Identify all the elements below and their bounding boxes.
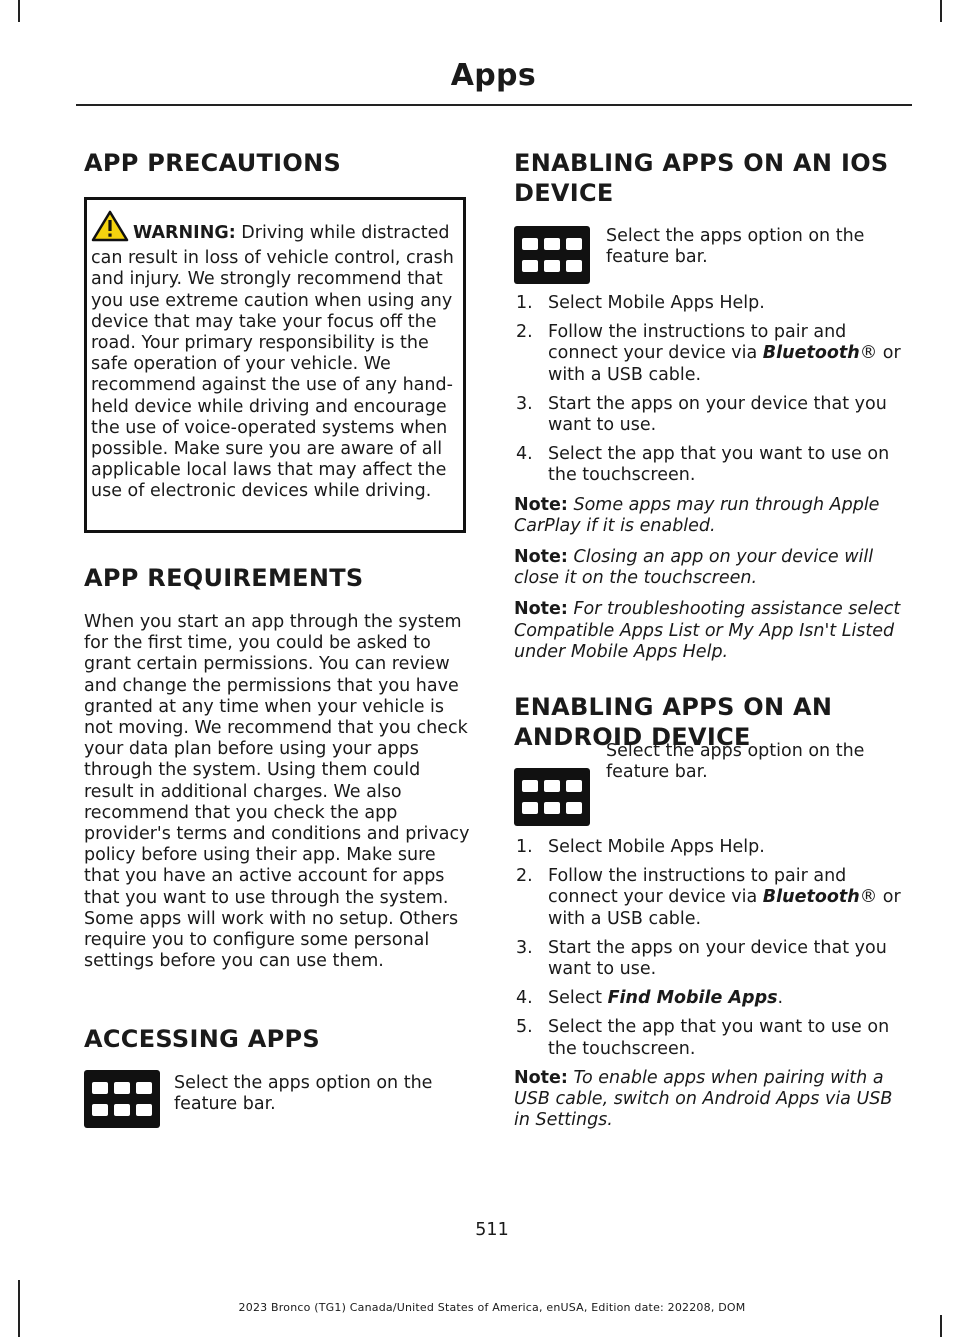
ios-note-2: Note: Closing an app on your device will close it on the touchscreen. [514,547,874,589]
header-divider [76,104,912,106]
crop-mark-top-left [18,0,20,22]
warning-body [91,210,463,503]
list-item: 2. Follow the instructions to pair and connect your device via Bluetooth® or with a USB cable. [516,322,901,385]
apps-grid-icon [514,226,590,284]
apps-grid-icon [514,768,590,826]
ios-icon-text: Select the apps option on the feature bar. [606,226,865,268]
apps-grid-icon [84,1070,160,1128]
warning-box [84,197,466,533]
android-heading-line2: ANDROID DEVICE [514,723,751,751]
warning-label: WARNING: [133,223,236,243]
warning-triangle-icon [91,210,129,248]
page-number: 511 [475,1220,509,1240]
list-item: 2. Follow the instructions to pair and connect your device via Bluetooth® or with a USB cable. [516,866,901,929]
list-item: 3. Start the apps on your device that you want to use. [516,937,887,980]
ios-heading-line1: ENABLING APPS ON AN IOS [514,149,889,177]
crop-mark-top-right [940,0,942,22]
accessing-heading: ACCESSING APPS [84,1025,320,1053]
warning-text: Driving while distracted can result in loss of vehicle control, crash and injury. We strongly recommend that you use extreme caution when using any device that may take your focus off the road. Your primary responsibility is the safe operation of your vehicle. We recommend against the use of any hand-held device while driving and encourage the use of voice-operated systems when possible. Make sure you are aware of all applicable local laws that may affect the use of electronic devices while driving. [91,223,454,502]
ios-steps-list [514,293,909,487]
android-content [514,837,909,1141]
page-header-title: Apps [450,58,536,93]
list-item: 4. Select Find Mobile Apps. [516,988,784,1009]
android-note-1: Note: To enable apps when pairing with a USB cable, switch on Android Apps via USB in Settings. [514,1067,893,1131]
ios-note-3: Note: For troubleshooting assistance select Compatible Apps List or My App Isn't Listed under Mobile Apps Help. [514,599,901,662]
precautions-heading: APP PRECAUTIONS [84,149,342,177]
ios-content [514,293,909,673]
crop-mark-bottom-right [940,1315,942,1337]
requirements-text: When you start an app through the system for the first time, you could be asked to grant certain permissions. You can review and change the permissions that you have granted at any time when your vehicle is not moving. We recommend that you check your data plan before using your apps through the system. Using them could result in additional charges. We also recommend that you check the app provider's terms and conditions and privacy policy before using their app. Make sure that you have an active account for apps that you want to use through the system. Some apps will work with no setup. Others require you to configure some personal settings before you can use them. [84,612,470,972]
list-item: 1. Select Mobile Apps Help. [516,293,765,313]
android-heading-line1: ENABLING APPS ON AN [514,693,833,721]
list-item: 4. Select the app that you want to use on the touchscreen. [516,444,890,486]
footer-edition-text: 2023 Bronco (TG1) Canada/United States of America, enUSA, Edition date: 202208, DOM [238,1301,746,1314]
ios-note-1: Note: Some apps may run through Apple CarPlay if it is enabled. [514,494,880,536]
accessing-icon-text: Select the apps option on the feature bar. [174,1073,433,1115]
android-icon-text: Select the apps option on the feature bar. [606,741,865,783]
list-item: 1. Select Mobile Apps Help. [516,837,765,857]
android-steps-list [514,837,909,1060]
list-item: 3. Start the apps on your device that you want to use. [516,393,887,436]
ios-heading-line2: DEVICE [514,179,614,207]
list-item: 5. Select the app that you want to use on the touchscreen. [516,1017,890,1059]
requirements-heading: APP REQUIREMENTS [84,564,364,592]
ios-heading [514,148,909,208]
